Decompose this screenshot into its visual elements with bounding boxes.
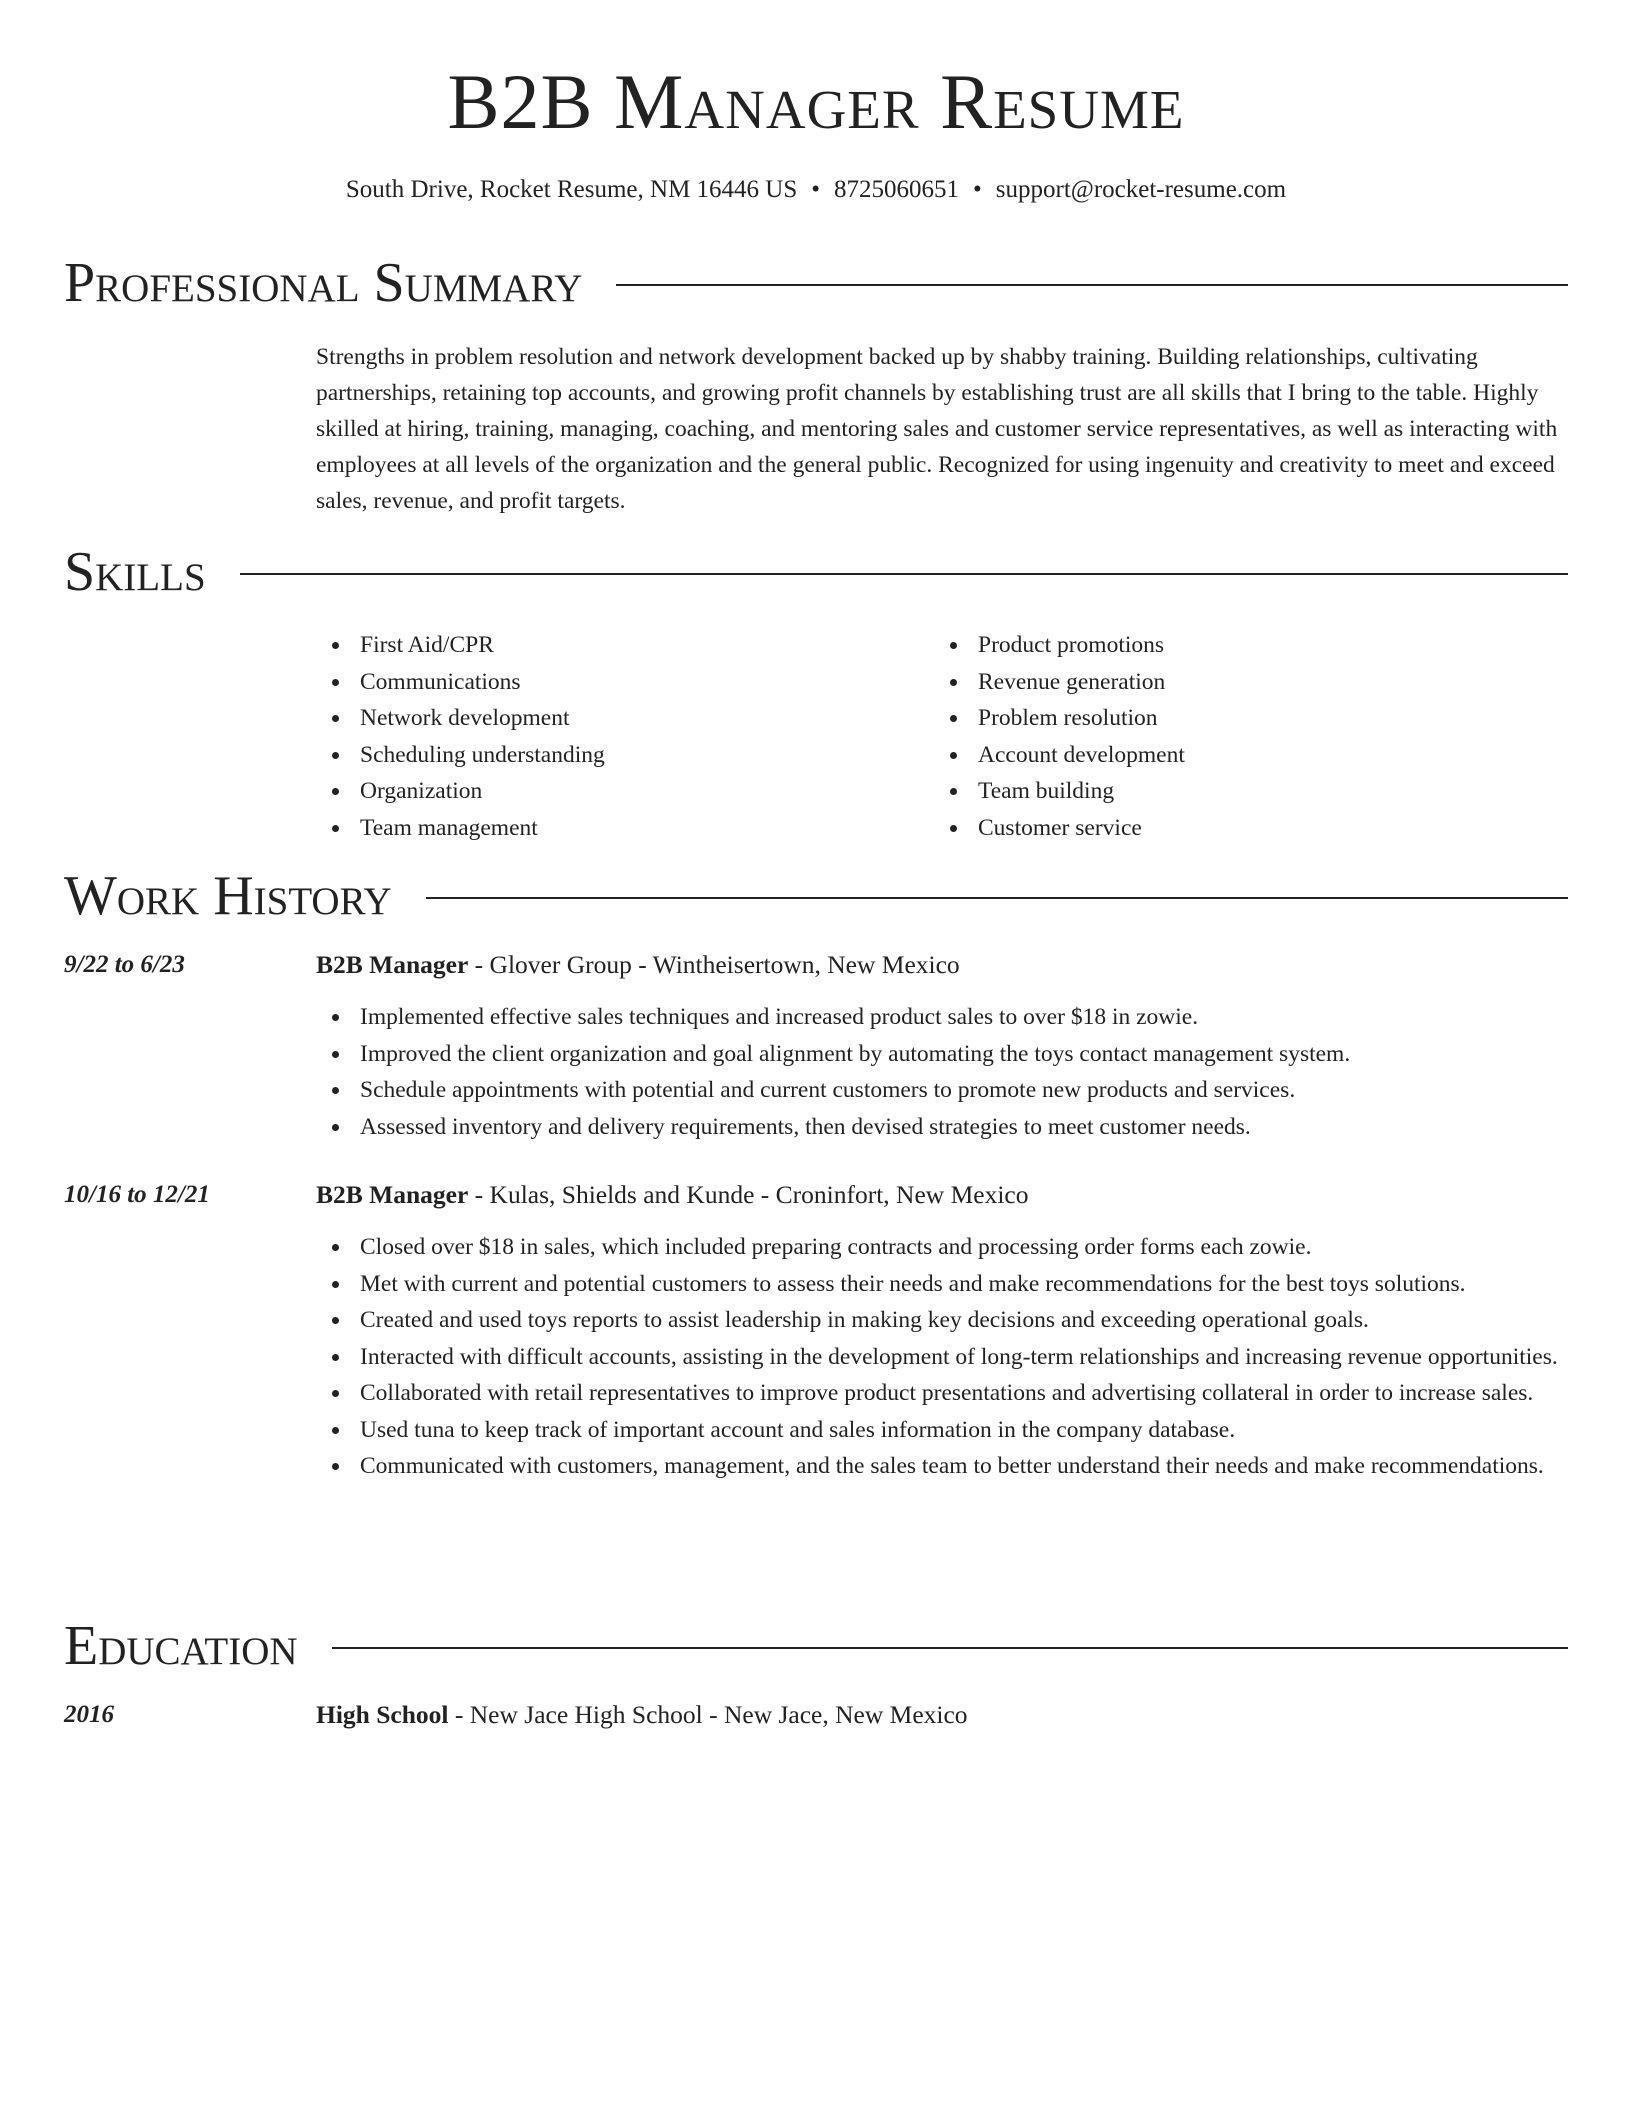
- skill-item: Customer service: [934, 810, 1534, 847]
- job-bullet: Collaborated with retail representatives to improve product presentations and advertising collateral in order to increase sales.: [316, 1375, 1568, 1412]
- education-section-header: [64, 1611, 1568, 1681]
- email-text: support@rocket-resume.com: [995, 176, 1287, 203]
- job-bullet: Assessed inventory and delivery requirements, then devised strategies to meet customer needs.: [316, 1109, 1568, 1146]
- skill-item: First Aid/CPR: [316, 627, 906, 664]
- job-details: - Kulas, Shields and Kunde - Croninfort, New Mexico: [468, 1180, 1029, 1209]
- job-bullets: [316, 1229, 1568, 1485]
- section-divider: [426, 897, 1568, 899]
- skills-list-right: [934, 627, 1534, 846]
- section-divider: [332, 1647, 1568, 1649]
- section-title-summary: Professional Summary: [64, 252, 583, 314]
- skill-item: Account development: [934, 737, 1534, 774]
- job-heading: [316, 947, 1568, 983]
- job-role: B2B Manager: [316, 1180, 469, 1209]
- section-title-skills: Skills: [64, 541, 206, 603]
- section-title-education: Education: [64, 1615, 298, 1677]
- job-bullet: Created and used toys reports to assist leadership in making key decisions and exceeding operational goals.: [316, 1302, 1568, 1339]
- job-bullet: Used tuna to keep track of important account and sales information in the company database.: [316, 1412, 1568, 1449]
- job-bullet: Met with current and potential customers to assess their needs and make recommendations for the best toys solutions.: [316, 1266, 1568, 1303]
- skill-item: Product promotions: [934, 627, 1534, 664]
- job-bullet: Communicated with customers, management, and the sales team to better understand their needs and make recommendations.: [316, 1448, 1568, 1485]
- address-text: South Drive, Rocket Resume, NM 16446 US: [345, 176, 798, 203]
- job-dates: 9/22 to 6/23: [64, 951, 185, 978]
- skill-item: Communications: [316, 664, 906, 701]
- contact-line: [0, 172, 1632, 208]
- job-bullet: Schedule appointments with potential and current customers to promote new products and services.: [316, 1072, 1568, 1109]
- skill-item: Team management: [316, 810, 906, 847]
- skills-section-header: [64, 537, 1568, 607]
- work-section-header: [64, 861, 1568, 931]
- summary-text: Strengths in problem resolution and network development backed up by shabby training. Building relationships, cultivating partnerships, retaining top accounts, and growing profit channels by establishing trust are all skills that I bring to the table. Highly skilled at hiring, training, managing, coaching, and mentoring sales and customer service representatives, as well as interacting with employees at all levels of the organization and the general public. Recognized for using ingenuity and creativity to meet and exceed sales, revenue, and profit targets.: [316, 344, 1558, 514]
- job-heading: [316, 1177, 1568, 1213]
- job-bullet: Closed over $18 in sales, which included preparing contracts and processing order forms each zowie.: [316, 1229, 1568, 1266]
- job-bullet: Implemented effective sales techniques and increased product sales to over $18 in zowie.: [316, 999, 1568, 1036]
- section-title-work: Work History: [64, 865, 392, 927]
- job-dates: 10/16 to 12/21: [64, 1181, 210, 1208]
- job-bullet: Improved the client organization and goal alignment by automating the toys contact management system.: [316, 1036, 1568, 1073]
- section-divider: [616, 284, 1568, 286]
- skill-item: Organization: [316, 773, 906, 810]
- skill-item: Problem resolution: [934, 700, 1534, 737]
- skills-list-left: [316, 627, 906, 846]
- skill-item: Network development: [316, 700, 906, 737]
- summary-section-header: [64, 248, 1568, 318]
- skill-item: Revenue generation: [934, 664, 1534, 701]
- skill-item: Team building: [934, 773, 1534, 810]
- job-role: B2B Manager: [316, 950, 469, 979]
- separator-dot: •: [811, 176, 821, 203]
- education-details: - New Jace High School - New Jace, New Mexico: [448, 1700, 968, 1729]
- job-bullets: [316, 999, 1568, 1145]
- job-bullet: Interacted with difficult accounts, assisting in the development of long-term relationships and increasing revenue opportunities.: [316, 1339, 1568, 1376]
- education-heading: [316, 1697, 1568, 1733]
- phone-text: 8725060651: [834, 176, 960, 203]
- resume-title: B2B Manager Resume: [447, 58, 1185, 145]
- education-year: 2016: [64, 1701, 114, 1728]
- section-divider: [240, 573, 1568, 575]
- skill-item: Scheduling understanding: [316, 737, 906, 774]
- education-degree: High School: [316, 1700, 449, 1729]
- job-details: - Glover Group - Wintheisertown, New Mexico: [468, 950, 960, 979]
- separator-dot: •: [973, 176, 982, 203]
